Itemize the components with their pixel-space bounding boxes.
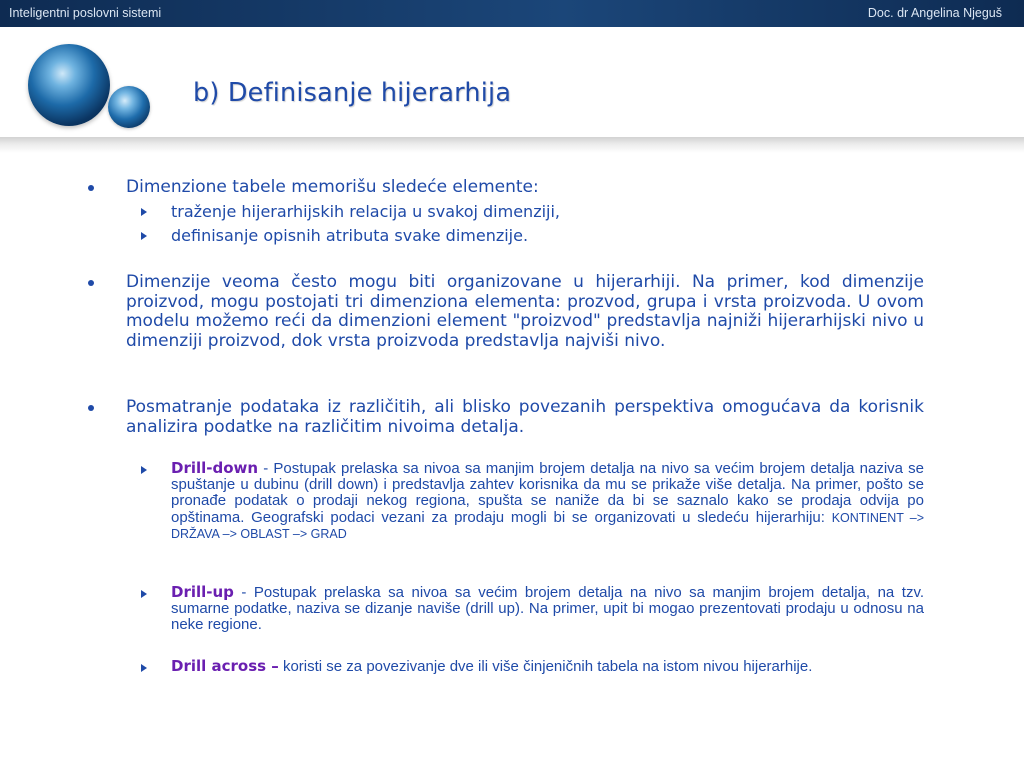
drill-down-hierarchy: KONTINENT –> DRŽAVA –> OBLAST –> GRAD — [171, 510, 924, 541]
drill-up-term: Drill-up — [171, 583, 234, 601]
decorative-sphere-small — [108, 86, 150, 128]
header-shadow — [0, 137, 1024, 153]
bullet-1-text: Dimenzione tabele memorišu sledeće elemente: — [126, 177, 539, 197]
bullet-dot — [88, 405, 94, 411]
bullet-2-text: Dimenzije veoma često mogu biti organizovane u hijerarhiji. Na primer, kod dimenzije proizvod, mogu postojati tri dimenziona elementa: prozvod, grupa i vrsta proizvoda. U ovom modelu možemo reći da dimenzioni element "proizvod" predstavlja najniži hijerarhijski nivo u dimenziji proizvod, dok vrsta proizvoda predstavlja najviši nivo. — [126, 272, 924, 351]
bullet-dot — [88, 280, 94, 286]
course-name: Inteligentni poslovni sistemi — [9, 6, 162, 20]
drill-across-description: koristi se za povezivanje dve ili više činjeničnih tabela na istom nivou hijerarhije. — [278, 658, 813, 675]
bullet-1-sub-1: traženje hijerarhijskih relacija u svakoj dimenziji, — [171, 202, 561, 221]
bullet-3-text: Posmatranje podataka iz različitih, ali blisko povezanih perspektiva omogućava da korisnik analizira podatke na različitim nivoima detalja. — [126, 397, 924, 437]
drill-up-text — [171, 584, 924, 634]
sub-bullet-arrow-icon — [141, 466, 147, 474]
slide-title: b) Definisanje hijerarhija — [193, 78, 512, 108]
sub-bullet-arrow-icon — [141, 232, 147, 240]
drill-down-term: Drill-down — [171, 459, 259, 477]
drill-down-description: - Postupak prelaska sa nivoa sa manjim brojem detalja na nivo sa većim brojem detalja naziva se spuštanje u dubinu (drill down) i predstavlja zahtev korisnika da mu se prikaže više detalja. Na primer, pošto se pronađe podatak o prodaji nekog regiona, spušta se naniže da bi se saznalo kako se prodaja odvija po opštinama. Geografski podaci vezani za prodaju mogli bi se organizovati u sledeću hijerarhiju: — [171, 460, 924, 526]
author-name: Doc. dr Angelina Njeguš — [867, 6, 1002, 20]
drill-across-text — [171, 658, 924, 675]
drill-down-text — [171, 460, 924, 542]
drill-across-term: Drill across – — [171, 657, 279, 675]
top-bar — [0, 0, 1024, 27]
slide-header — [0, 27, 1024, 137]
sub-bullet-arrow-icon — [141, 664, 147, 672]
bullet-dot — [88, 185, 94, 191]
sub-bullet-arrow-icon — [141, 590, 147, 598]
drill-up-description: - Postupak prelaska sa nivoa sa većim brojem detalja na nivo sa manjim brojem detalja, na tzv. sumarne podatke, naziva se dizanje naviše (drill up). Na primer, upit bi mogao prezentovati prodaju u odnosu na neke regione. — [171, 584, 924, 634]
decorative-sphere-large — [28, 44, 110, 126]
bullet-1-sub-2: definisanje opisnih atributa svake dimenzije. — [171, 226, 529, 245]
sub-bullet-arrow-icon — [141, 208, 147, 216]
